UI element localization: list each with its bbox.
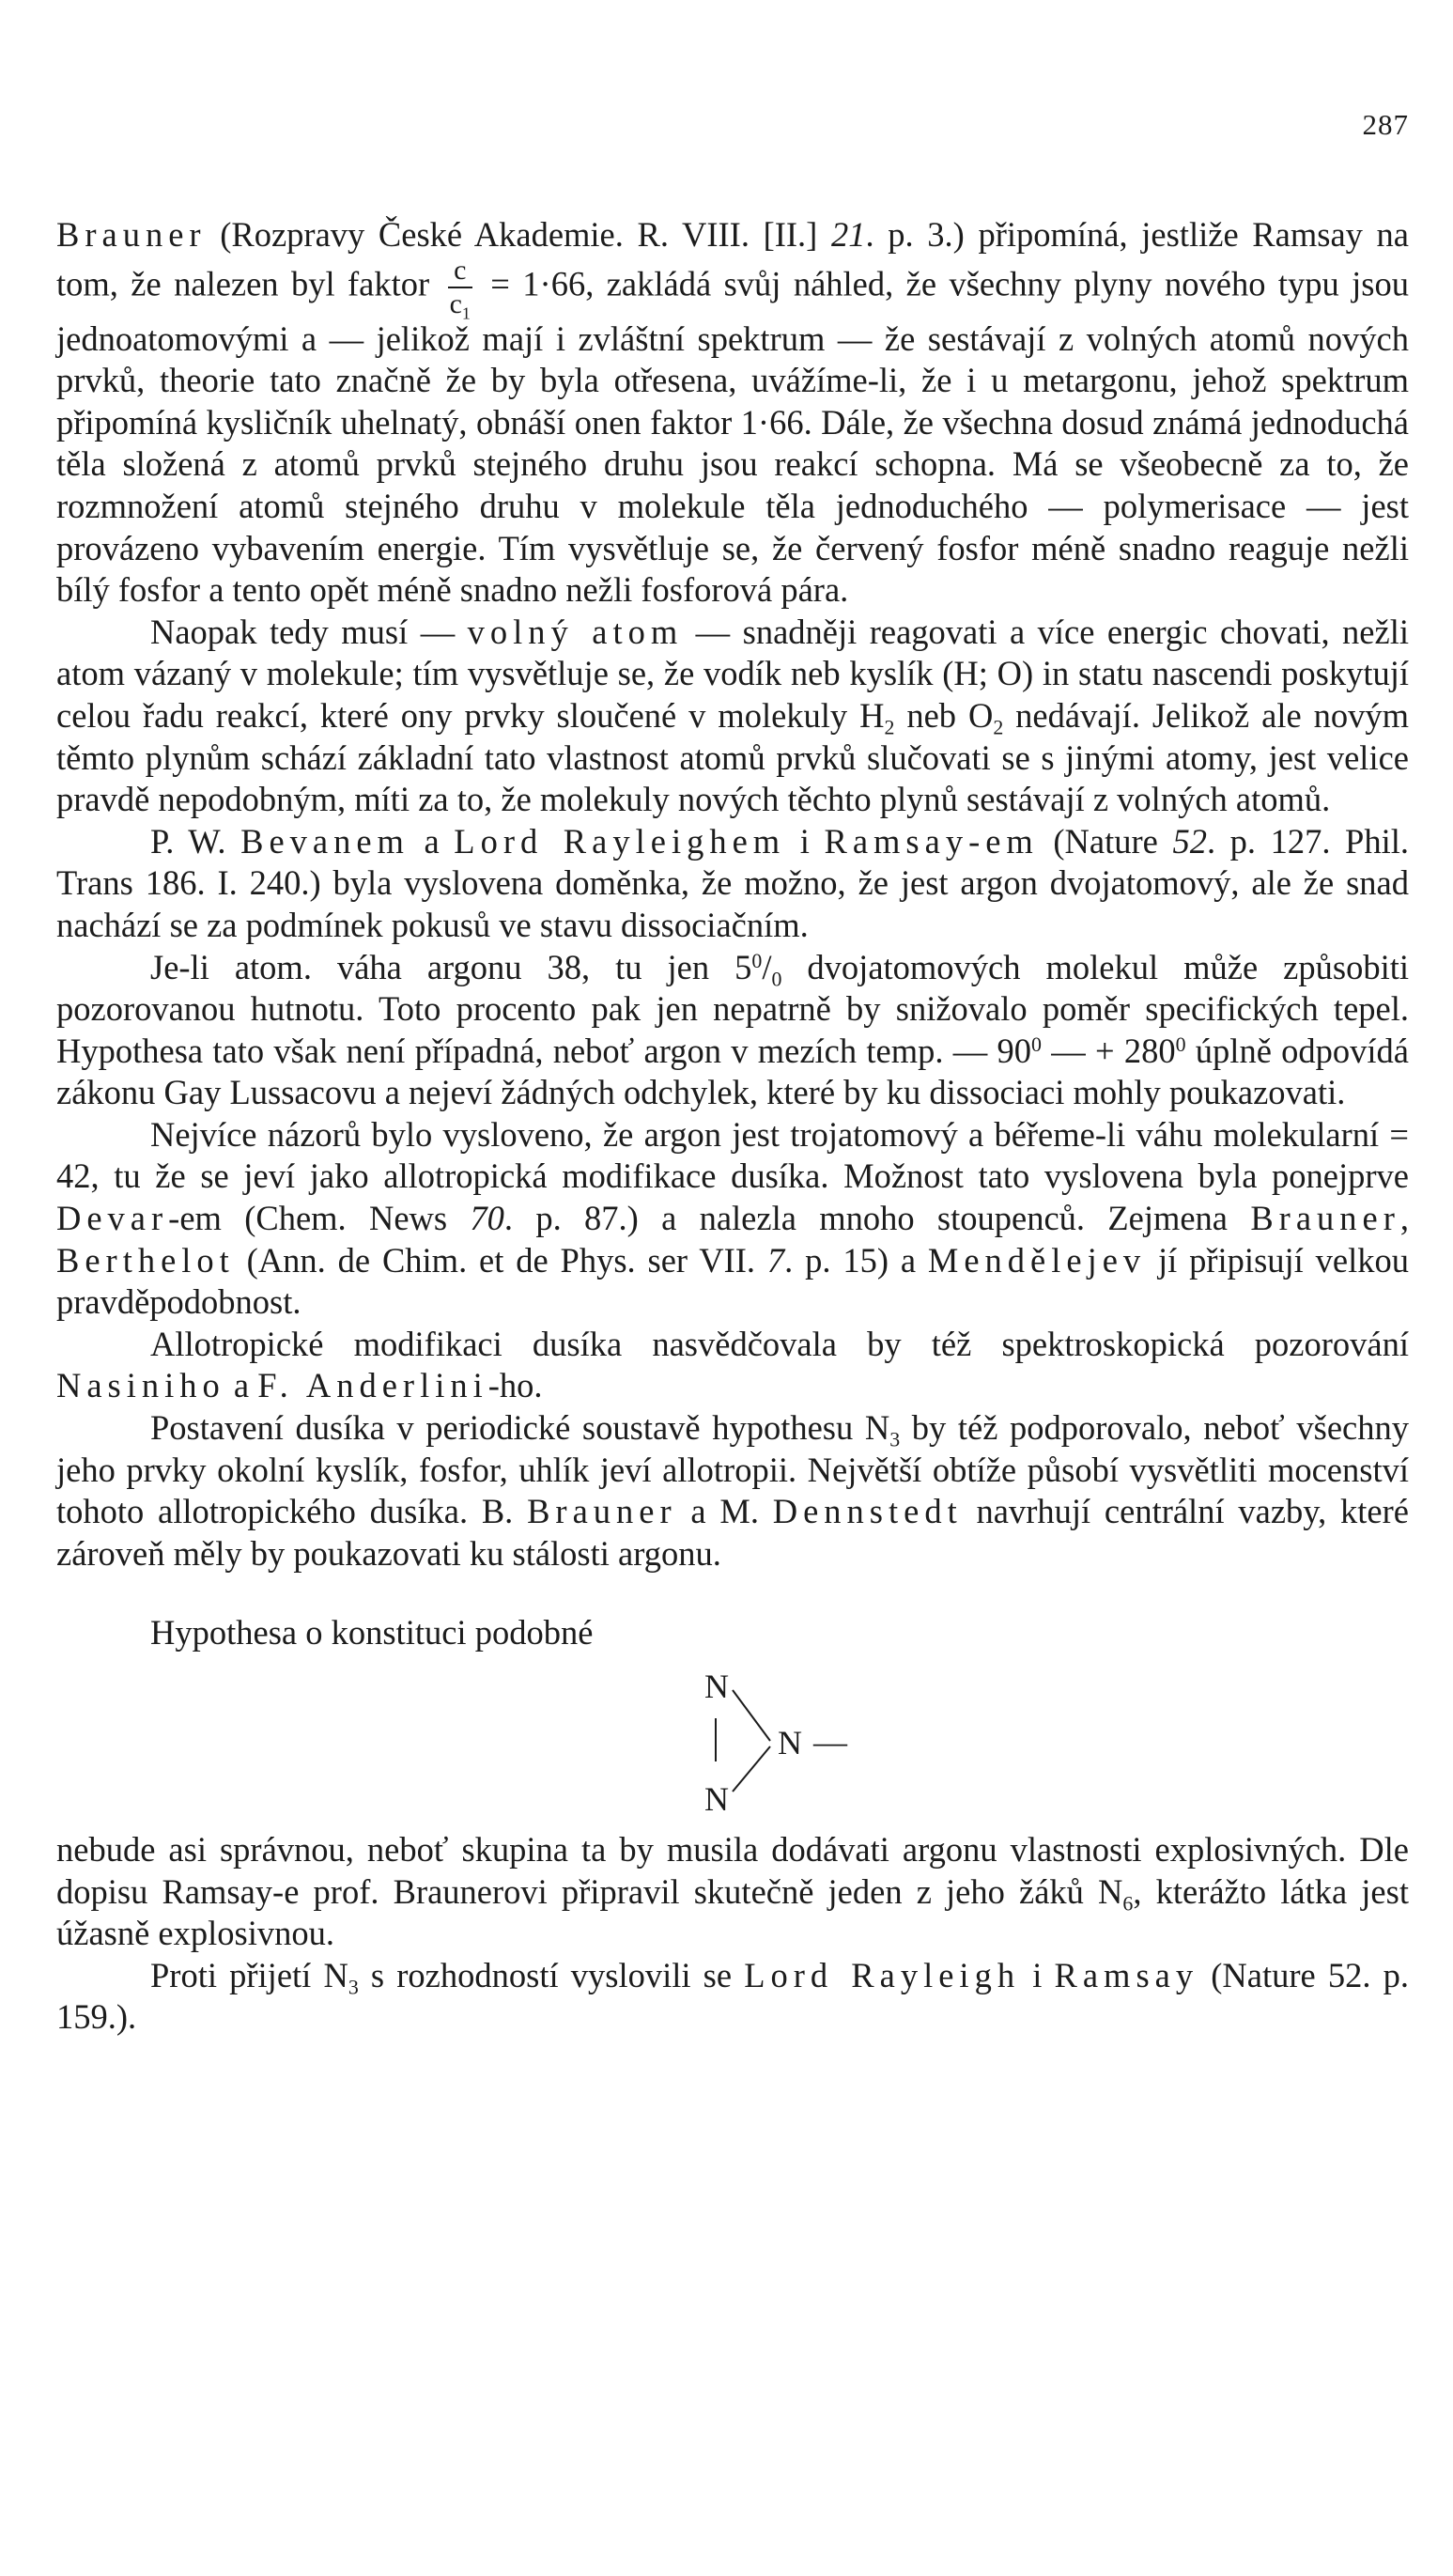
volume-number: 70 bbox=[470, 1199, 504, 1238]
volume-number: 7 bbox=[766, 1240, 785, 1280]
page-number: 287 bbox=[1362, 108, 1409, 141]
free-bond: — bbox=[813, 1723, 847, 1761]
person-name: F. Anderlini bbox=[257, 1366, 488, 1405]
author-name: Brauner bbox=[56, 215, 207, 254]
paragraph-3: P. W. Bevanem a Lord Rayleighem i Ramsay-em (Nature 52. p. 127. Phil. Trans 186. I. 240.) byla vyslovena doměnka, že možno, že jest argon dvojatomový, ale že snad nachází se za podmínek pokusů ve stavu dissociačním. bbox=[56, 821, 1409, 944]
person-name: Nasiniho bbox=[56, 1366, 225, 1405]
paragraph-1: Brauner (Rozpravy České Akademie. R. VIII. [II.] 21. p. 3.) připomíná, jestliže Ramsay na tom, že nalezen byl faktor $\frac{c}{c_1}$ = 1·66, zakládá svůj náhled, že všechny plyny nového typu jsou jednoatomovými a — jelikož mají i zvláštní spektrum — že sestávají z volných atomů nových prvků, theorie tato značně že by byla otřesena, uvážíme-li, že i u metargonu, jehož spektrum připomíná kysličník uhelnatý, obnáší onen faktor 1·66. Dále, že všechna dosud známá jednoduchá těla složená z atomů prvků stejného druhu jsou reakcí schopna. Má se všeobecně za to, že rozmnožení atomů stejného druhu v molekule těla jednoduchého — polymerisace — jest provázeno vybavením energie. Tím vysvětluje se, že červený fosfor méně snadno reaguje nežli bílý fosfor a tento opět méně snadno nežli fosforová pára. bbox=[56, 215, 1410, 610]
atom-n-top: N bbox=[704, 1668, 729, 1705]
paragraph-7: Postavení dusíka v periodické soustavě hypothesu $N_3$ by též podporovalo, neboť všechny jeho prvky okolní kyslík, fosfor, uhlík jeví allotropii. Největší obtíže působí vysvětliti mocenství tohoto allotropického dusíka. B. Brauner a M. Dennstedt navrhují centrální vazby, které zároveň měly by poukazovati ku stálosti argonu. bbox=[56, 1408, 1409, 1573]
person-name: Brauner bbox=[527, 1492, 677, 1531]
volume-number: 52 bbox=[1172, 821, 1207, 861]
person-name: Berthelot bbox=[56, 1240, 235, 1280]
emphasis: volný atom bbox=[467, 612, 684, 651]
bond-lower bbox=[733, 1746, 770, 1792]
person-name: Mendělejev bbox=[927, 1240, 1147, 1280]
person-name: Bevanem bbox=[240, 821, 410, 861]
nitrogen-structure-formula bbox=[56, 1660, 1409, 1825]
person-name: Devar bbox=[56, 1199, 169, 1238]
paragraph-10: Proti přijetí $N_3$ s rozhodností vyslovili se Lord Rayleigh i Ramsay (Nature 52. p. 159.). bbox=[56, 1955, 1409, 2037]
bond-upper bbox=[733, 1690, 770, 1741]
paragraph-9: nebude asi správnou, neboť skupina ta by musila dodávati argonu vlastnosti explosivných. Dle dopisu Ramsay-e prof. Braunerovi připravil skutečně jeden z jeho žáků $N_6$, kterážto látka jest úžasně explosivnou. bbox=[56, 1830, 1409, 1953]
paragraph-6: Allotropické modifikaci dusíka nasvědčovala by též spektroskopická pozorování Nasiniho a F. Anderlini-ho. bbox=[56, 1324, 1409, 1405]
person-name: Ramsay bbox=[1054, 1955, 1199, 1994]
person-name: Brauner bbox=[1250, 1199, 1400, 1238]
person-name: Lord Rayleighem bbox=[454, 821, 786, 861]
formula-diagram bbox=[639, 1660, 883, 1825]
atom-n-bottom: N bbox=[704, 1780, 729, 1818]
body-text bbox=[56, 214, 1409, 2039]
paragraph-4: Je-li atom. váha argonu 38, tu jen $5^0/_0$ dvojatomových molekul může způsobiti pozorovanou hutnotu. Toto procento pak jen nepatrně by snižovalo poměr specifických tepel. Hypothesa tato však není případná, neboť argon v mezích temp. — $90^0$ — + $280^0$ úplně odpovídá zákonu Gay Lussacovu a nejeví žádných odchylek, které by ku dissociaci mohly poukazovati. bbox=[56, 947, 1410, 1112]
person-name: Ramsay-em bbox=[824, 821, 1039, 861]
paragraph-8: Hypothesa o konstituci podobné bbox=[150, 1613, 594, 1653]
person-name: Dennstedt bbox=[772, 1492, 963, 1531]
atom-n-right: N bbox=[778, 1724, 802, 1761]
volume-number: 21 bbox=[831, 215, 866, 254]
paragraph-5: Nejvíce názorů bylo vysloveno, že argon jest trojatomový a béřeme-li váhu molekularní = 42, tu že se jeví jako allotropická modifikace dusíka. Možnost tato vyslovena byla ponejprve Devar-em (Chem. News 70. p. 87.) a nalezla mnoho stoupenců. Zejmena Brauner, Berthelot (Ann. de Chim. et de Phys. ser VII. 7. p. 15) a Mendělejev jí připisují velkou pravděpodobnost. bbox=[56, 1114, 1409, 1322]
person-name: Lord Rayleigh bbox=[744, 1955, 1021, 1994]
fraction-c-over-c1: $\frac{c}{c_1}$ bbox=[449, 254, 471, 322]
paragraph-2: Naopak tedy musí — volný atom — snadněji reagovati a více energic chovati, nežli atom vázaný v molekule; tím vysvětluje se, že vodík neb kyslík (H; O) in statu nascendi poskytují celou řadu reakcí, které ony prvky sloučené v molekuly $H_2$ neb $O_2$ nedávají. Jelikož ale novým těmto plynům schází základní tato vlastnost atomů prvků slučovati se s jinými atomy, jest velice pravdě nepodobným, míti za to, že molekuly nových těchto plynů sestávají z volných atomů. bbox=[56, 612, 1410, 819]
